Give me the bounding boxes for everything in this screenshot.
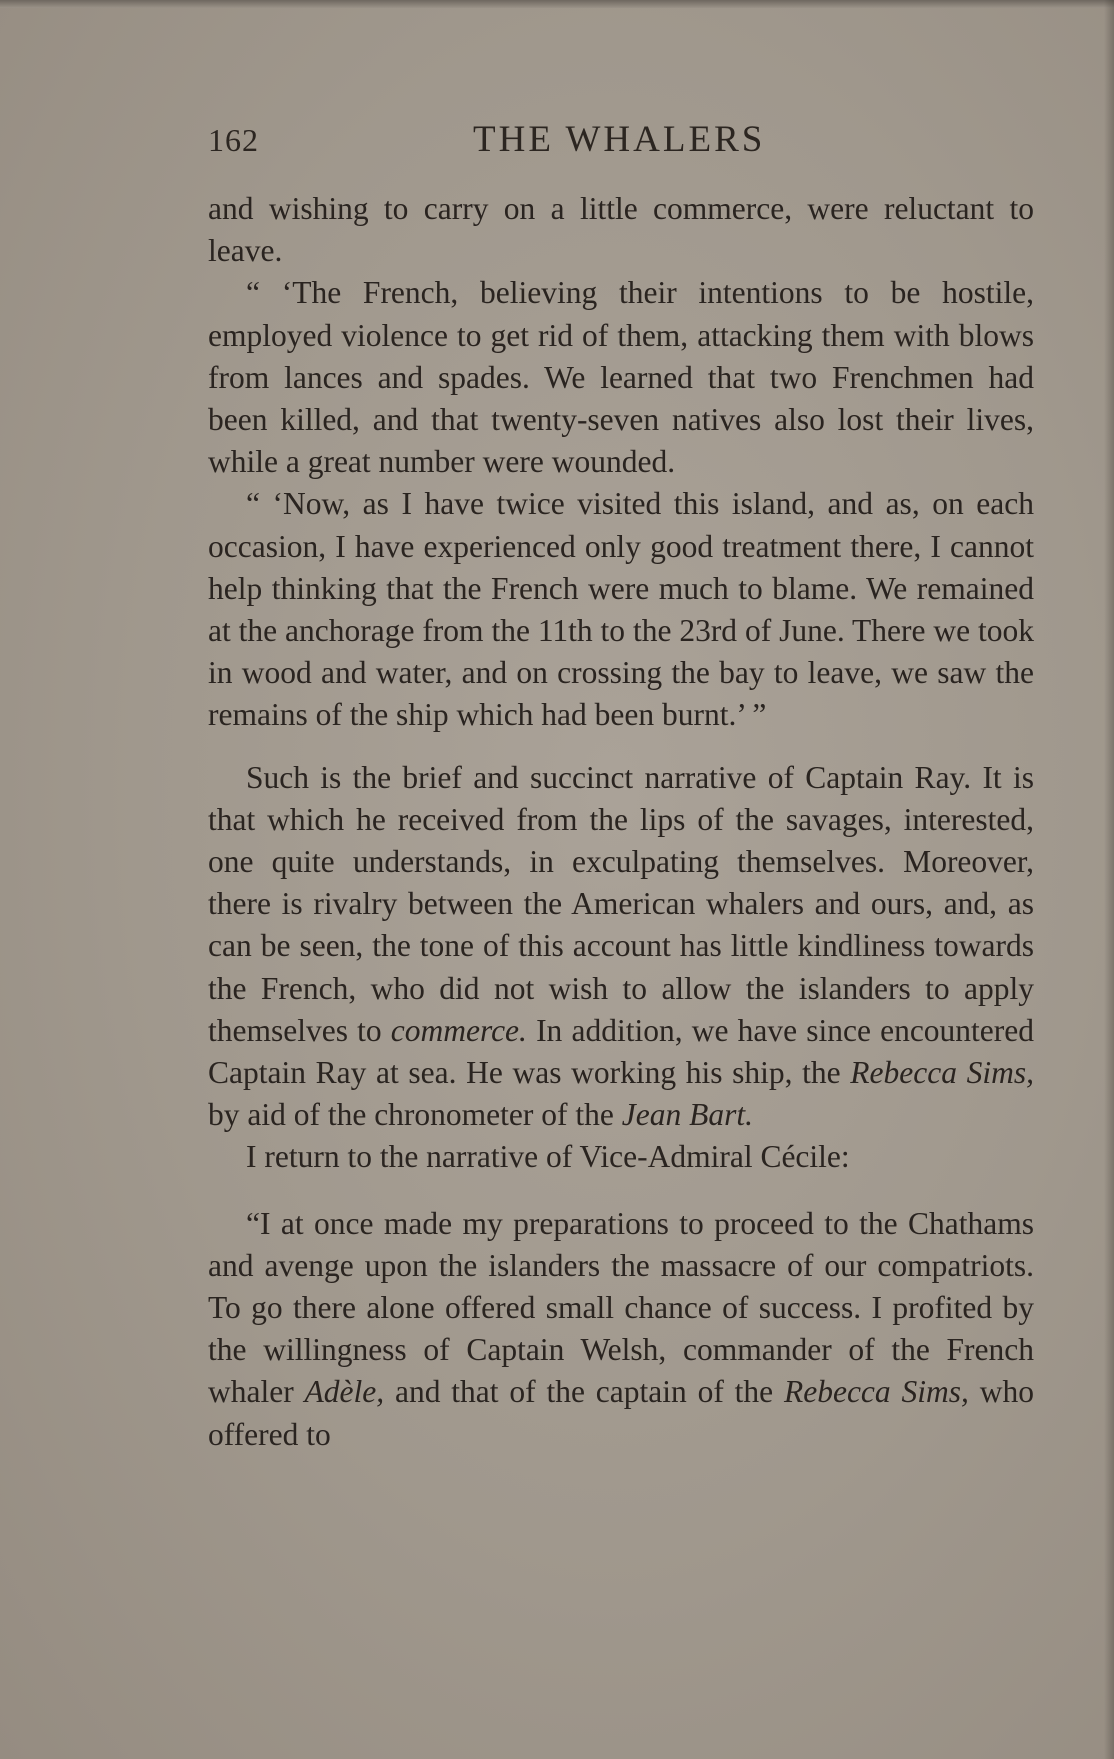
paragraph-4-text-1: Such is the brief and succinct narrative of Captain Ray. It is that which he received from the lips of the savages, interested, one quite understands, in exculpating themselves. Moreover, there is rivalry between the American whalers and ours, and, as can be seen, the tone of this account has little kindliness towards the French, who did not wish to allow the islanders to apply themselves to: [208, 759, 1034, 1048]
paragraph-2: “ ‘The French, believing their intentions to be hostile, employed violence to get rid of them, attacking them with blows from lances and spades. We learned that two Frenchmen had been killed, and that twenty-seven natives also lost their lives, while a great number were wounded.: [208, 275, 1034, 480]
page-right-edge: [1104, 0, 1114, 1759]
paragraph-6: [208, 1203, 1034, 1456]
running-title: THE WHALERS: [473, 119, 766, 160]
paragraph-4-italic-3: Jean Bart.: [621, 1097, 753, 1133]
paragraph-6-text-2: and that of the captain of the: [384, 1374, 784, 1410]
paragraph-6-italic-2: Rebecca Sims,: [784, 1374, 969, 1410]
paragraph-3: “ ‘Now, as I have twice visited this island, and as, on each occasion, I have experienced only good treatment there, I cannot help thinking that the French were much to blame. We remained at the anchorage from the 11th to the 23rd of June. There we took in wood and water, and on crossing the bay to leave, we saw the remains of the ship which had been burnt.’ ”: [208, 486, 1034, 733]
page-number: 162: [208, 122, 259, 158]
body-text: [208, 188, 1034, 1456]
page-header: [208, 118, 1034, 168]
paragraph-4-text-2: In addition, we have since encountered Captain Ray at sea. He was working his ship, the: [208, 1012, 1035, 1091]
paragraph-6-italic-1: Adèle,: [304, 1374, 385, 1410]
paragraph-5: I return to the narrative of Vice-Admiral Cécile:: [246, 1139, 850, 1175]
paragraph-4: [208, 757, 1034, 1137]
paragraph-6-text-3: who offered to: [208, 1374, 1034, 1452]
paragraph-4-italic-1: commerce.: [390, 1012, 527, 1048]
paragraph-1: and wishing to carry on a little commerce, were reluctant to leave.: [208, 191, 1034, 269]
paragraph-4-italic-2: Rebecca Sims,: [850, 1055, 1034, 1091]
paragraph-6-text-1: “I at once made my preparations to proceed to the Chathams and avenge upon the islanders the massacre of our compatriots. To go there alone offered small chance of success. I profited by the willingness of Captain Welsh, commander of the French whaler: [208, 1205, 1034, 1410]
page-top-edge: [0, 0, 1114, 8]
paragraph-4-text-3: by aid of the chronometer of the: [208, 1097, 622, 1133]
